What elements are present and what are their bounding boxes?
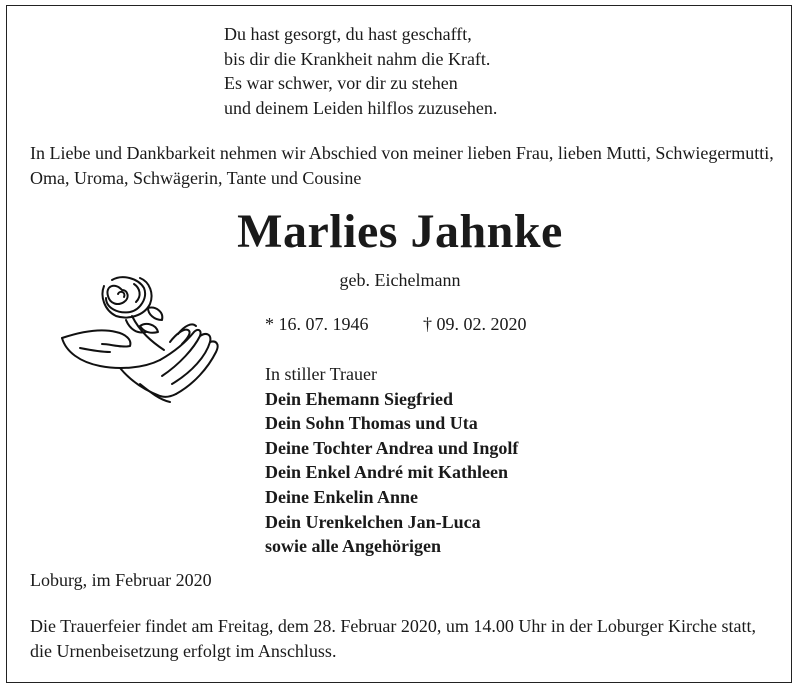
rose-in-hands-icon [60,272,225,407]
poem-line: Du hast gesorgt, du hast geschafft, [224,24,472,44]
maiden-name: geb. Eichelmann [339,270,461,290]
poem-line: Es war schwer, vor dir zu stehen [224,73,458,93]
mourner-entry: Dein Sohn Thomas und Uta [265,413,478,434]
funeral-info: Die Trauerfeier findet am Freitag, dem 28. Februar 2020, um 14.00 Uhr in der Loburger Kirche statt, die Urnenbeisetzung erfolgt im Anschluss. [30,616,756,661]
mourner-entry: Dein Enkel André mit Kathleen [265,462,509,483]
birth-date: * 16. 07. 1946 [265,314,369,334]
intro-text: In Liebe und Dankbarkeit nehmen wir Abschied von meiner lieben Frau, lieben Mutti, Schwiegermutti, Oma, Uroma, Schwägerin, Tante und Cousine [30,143,774,188]
mourner-entry: Dein Urenkelchen Jan-Luca [265,511,481,532]
place-date: Loburg, im Februar 2020 [30,570,212,590]
mourner-entry: sowie alle Angehörigen [265,536,441,557]
mourning-heading: In stiller Trauer [265,364,377,384]
poem-line: bis dir die Krankheit nahm die Kraft. [224,48,491,69]
mourner-entry: Dein Ehemann Siegfried [265,388,454,409]
poem [224,22,497,120]
mourners-list [265,362,518,559]
poem-line: und deinem Leiden hilflos zuzusehen. [224,97,498,118]
mourner-entry: Deine Enkelin Anne [265,486,419,507]
death-date: † 09. 02. 2020 [423,314,527,334]
deceased-name: Marlies Jahnke [237,205,563,258]
mourner-entry: Deine Tochter Andrea und Ingolf [265,437,519,458]
